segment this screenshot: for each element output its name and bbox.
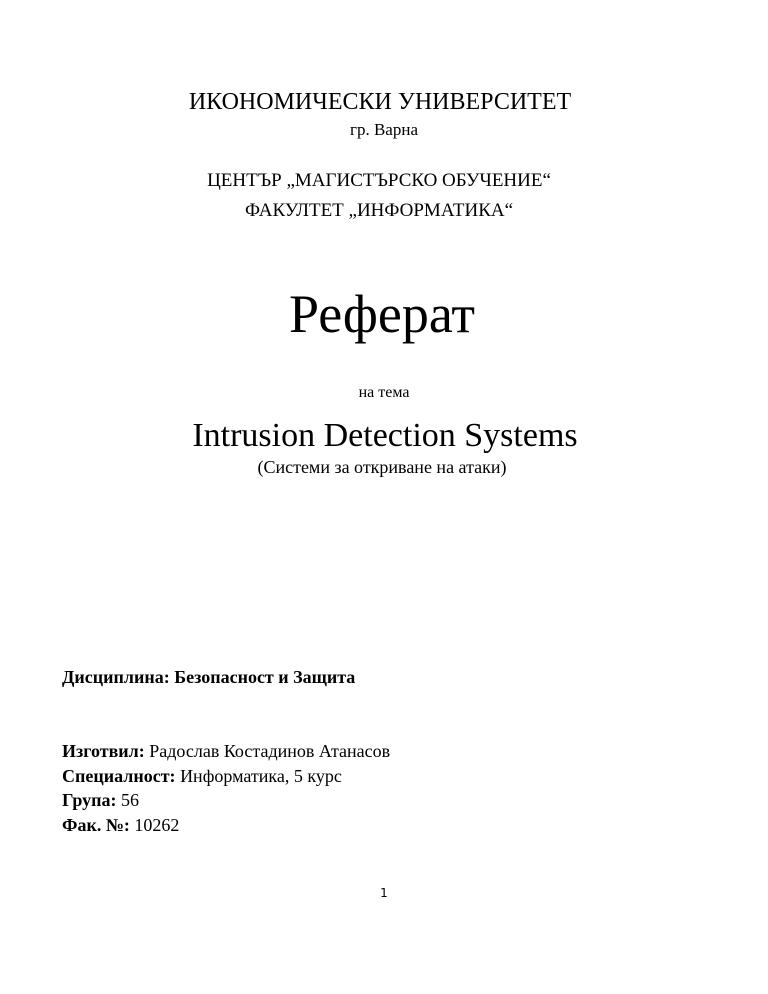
university-name: ИКОНОМИЧЕСКИ УНИВЕРСИТЕТ — [188, 89, 572, 115]
specialty-line — [62, 767, 342, 785]
page-number: 1 — [380, 886, 388, 900]
city-name: гр. Варна — [350, 120, 418, 139]
specialty-value: Информатика, 5 курс — [175, 766, 342, 786]
topic-title: Intrusion Detection Systems — [192, 417, 578, 454]
faculty-name: ФАКУЛТЕТ „ИНФОРМАТИКА“ — [244, 200, 514, 221]
author-label: Изготвил: — [62, 741, 145, 761]
center-name: ЦЕНТЪР „МАГИСТЪРСКО ОБУЧЕНИЕ“ — [207, 170, 551, 191]
faculty-number-value: 10262 — [129, 815, 180, 835]
author-value: Радослав Костадинов Атанасов — [144, 741, 391, 761]
topic-translation: (Системи за откриване на атаки) — [257, 457, 507, 477]
document-type-title: Реферат — [288, 284, 476, 344]
author-line — [62, 742, 390, 760]
faculty-number-line — [62, 816, 179, 834]
group-label: Група: — [62, 790, 117, 810]
topic-intro: на тема — [358, 384, 410, 401]
faculty-number-label: Фак. №: — [62, 815, 130, 835]
group-line — [62, 791, 139, 809]
specialty-label: Специалност: — [62, 766, 176, 786]
group-value: 56 — [116, 790, 139, 810]
discipline-label: Дисциплина: Безопасност и Защита — [62, 667, 356, 687]
discipline-line — [62, 668, 355, 686]
